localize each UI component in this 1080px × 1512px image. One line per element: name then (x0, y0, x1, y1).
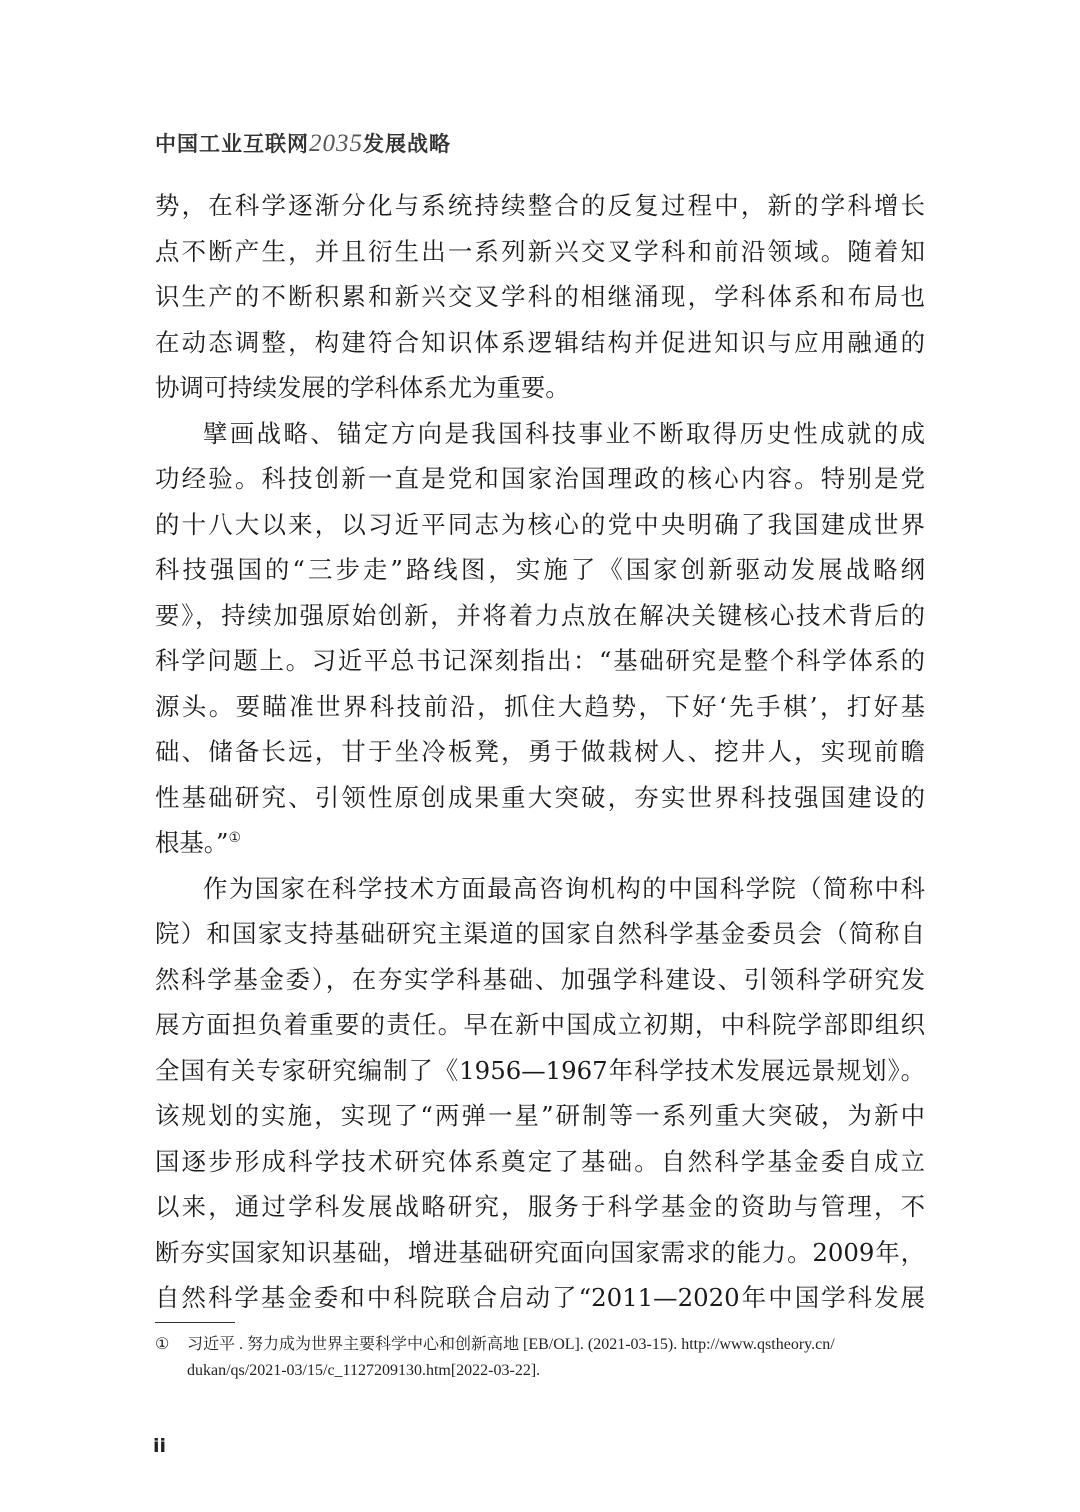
body-line: 识生产的不断积累和新兴交叉学科的相继涌现，学科体系和布局也 (155, 282, 925, 311)
body-line: 断夯实国家知识基础，增进基础研究面向国家需求的能力。2009年， (155, 1237, 925, 1267)
body-line: 协调可持续发展的学科体系尤为重要。 (155, 373, 570, 402)
footnote-line[interactable]: dukan/qs/2021-03/15/c_1127209130.htm[2022-03-22]. (187, 1362, 541, 1379)
header-title-before: 中国工业互联网 (155, 131, 309, 156)
body-line: 然科学基金委），在夯实学科基础、加强学科建设、引领科学研究发 (155, 964, 925, 994)
body-line: 国逐步形成科学技术研究体系奠定了基础。自然科学基金委自成立 (155, 1146, 925, 1176)
header-title-after: 发展战略 (363, 131, 451, 156)
body-line: 自然科学基金委和中科院联合启动了“2011—2020年中国学科发展 (155, 1283, 925, 1312)
footnote-reference[interactable]: ① (228, 829, 242, 846)
body-line: 展方面担负着重要的责任。早在新中国成立初期，中科院学部即组织 (155, 1010, 925, 1039)
body-line: 源头。要瞄准世界科技前沿，抓住大趋势，下好‘先手棋’，打好基 (155, 691, 925, 721)
body-line-with-footnote (155, 820, 925, 866)
body-line: 作为国家在科学技术方面最高咨询机构的中国科学院（简称中科 (203, 873, 925, 903)
body-text (155, 183, 925, 1321)
body-line: 功经验。科技创新一直是党和国家治国理政的核心内容。特别是党 (155, 464, 925, 493)
body-line: 该规划的实施，实现了“两弹一星”研制等一系列重大突破，为新中 (155, 1101, 925, 1130)
footnote-text[interactable]: 习近平 . 努力成为世界主要科学中心和创新高地 [EB/OL]. (2021-03-15). http://www.qstheory.cn/ (187, 1336, 835, 1353)
body-line: 科学问题上。习近平总书记深刻指出：“基础研究是整个科学体系的 (155, 646, 925, 675)
footnote-line (155, 1332, 925, 1358)
body-line: 在动态调整，构建符合知识体系逻辑结构并促进知识与应用融通的 (155, 327, 925, 357)
body-line: 院）和国家支持基础研究主渠道的国家自然科学基金委员会（简称自 (155, 919, 925, 948)
body-line: 势，在科学逐渐分化与系统持续整合的反复过程中，新的学科增长 (155, 191, 925, 220)
body-line: 点不断产生，并且衍生出一系列新兴交叉学科和前沿领域。随着知 (155, 236, 925, 266)
body-line: 全国有关专家研究编制了《1956—1967年科学技术发展远景规划》。 (155, 1055, 925, 1085)
body-line: 的十八大以来，以习近平同志为核心的党中央明确了我国建成世界 (155, 509, 925, 539)
body-line: 以来，通过学科发展战略研究，服务于科学基金的资助与管理，不 (155, 1192, 925, 1221)
running-header (155, 128, 451, 158)
body-line: 础、储备长远，甘于坐冷板凳，勇于做栽树人、挖井人，实现前瞻 (155, 737, 925, 766)
body-line: 擘画战略、锚定方向是我国科技事业不断取得历史性成就的成 (203, 418, 925, 448)
body-line: 要》，持续加强原始创新，并将着力点放在解决关键核心技术背后的 (155, 600, 925, 630)
body-line-text: 根基。” (155, 828, 229, 857)
header-title-year: 2035 (309, 130, 363, 157)
body-line: 科技强国的“三步走”路线图，实施了《国家创新驱动发展战略纲 (155, 555, 925, 584)
body-line: 性基础研究、引领性原创成果重大突破，夯实世界科技强国建设的 (155, 782, 925, 812)
page-number: ii (153, 1435, 167, 1457)
footnotes (155, 1332, 925, 1384)
footnote-mark: ① (155, 1336, 170, 1353)
footnote-divider (155, 1322, 235, 1323)
